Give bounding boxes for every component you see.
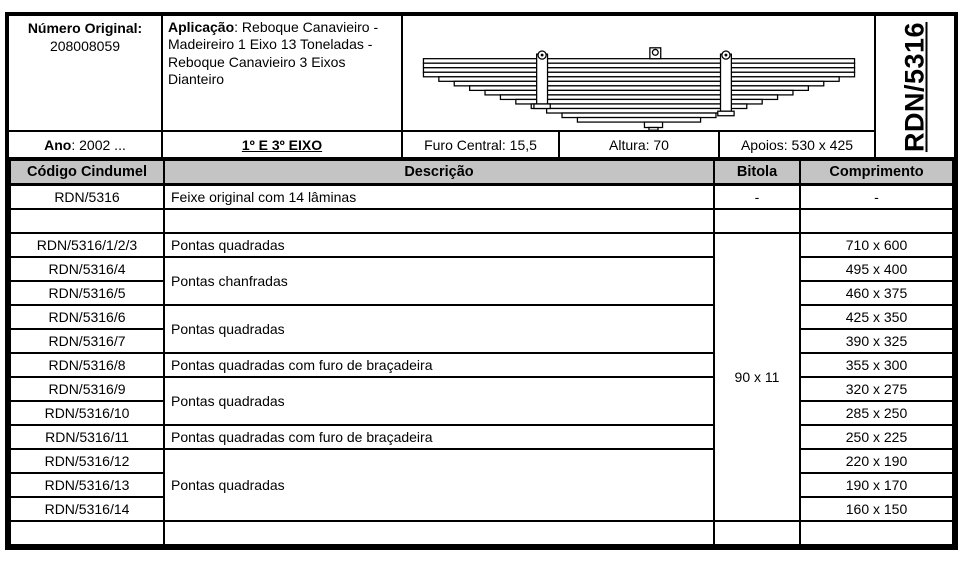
cell-code: RDN/5316/10 (10, 401, 164, 425)
table-row (10, 257, 953, 281)
cell-comp: 390 x 325 (800, 329, 953, 353)
cell-comp: 220 x 190 (800, 449, 953, 473)
numero-original-cell (9, 16, 163, 132)
cell-bitola (714, 521, 800, 545)
cell-comp: 425 x 350 (800, 305, 953, 329)
spec-sheet (5, 12, 958, 550)
ano-label: Ano (44, 136, 72, 153)
table-row-empty (10, 521, 953, 545)
furo-central-cell: Furo Central: 15,5 (403, 132, 560, 157)
cell-desc: Pontas quadradas (164, 233, 714, 257)
table-row (10, 449, 953, 473)
model-code-vertical-label: RDN/5316 (899, 21, 930, 152)
cell-code: RDN/5316/7 (10, 329, 164, 353)
header-bitola: Bitola (714, 159, 800, 185)
cell-desc: Pontas quadradas (164, 377, 714, 425)
cell-desc: Pontas quadradas com furo de braçadeira (164, 353, 714, 377)
cell-comp: 495 x 400 (800, 257, 953, 281)
table-row (10, 377, 953, 401)
clamp-right (717, 51, 733, 116)
cell-bitola (714, 209, 800, 233)
cell-desc: Pontas quadradas (164, 305, 714, 353)
cell-comp: 355 x 300 (800, 353, 953, 377)
aplicacao-label: Aplicação (168, 19, 235, 35)
leaf-stack (423, 59, 854, 122)
cell-code: RDN/5316 (10, 185, 164, 210)
center-bolt (649, 48, 660, 59)
cell-code: RDN/5316/9 (10, 377, 164, 401)
cell-comp: - (800, 185, 953, 210)
cell-code: RDN/5316/13 (10, 473, 164, 497)
cell-code: RDN/5316/12 (10, 449, 164, 473)
eixo-label: 1º E 3º EIXO (241, 136, 323, 153)
cell-comp (800, 209, 953, 233)
cell-desc: Pontas chanfradas (164, 257, 714, 305)
bottom-clamp (644, 122, 662, 130)
cell-code: RDN/5316/4 (10, 257, 164, 281)
cell-comp: 285 x 250 (800, 401, 953, 425)
eixo-cell (163, 132, 403, 157)
header-codigo: Código Cindumel (10, 159, 164, 185)
table-row (10, 353, 953, 377)
cell-comp: 320 x 275 (800, 377, 953, 401)
cell-comp: 250 x 225 (800, 425, 953, 449)
cell-code (10, 209, 164, 233)
apoios-cell: Apoios: 530 x 425 (740, 136, 854, 153)
cell-code: RDN/5316/11 (10, 425, 164, 449)
table-row (10, 305, 953, 329)
aplicacao-text: : Reboque Canavieiro - Madeireiro 1 Eixo 13 Toneladas - Reboque Canavieiro 3 Eixos Dianteiro (168, 19, 379, 88)
cell-comp: 160 x 150 (800, 497, 953, 521)
cell-comp (800, 521, 953, 545)
cell-comp: 460 x 375 (800, 281, 953, 305)
altura-cell: Altura: 70 (560, 132, 720, 157)
ano-cell (9, 132, 163, 157)
cell-code: RDN/5316/5 (10, 281, 164, 305)
cell-desc: Pontas quadradas (164, 449, 714, 521)
cell-code (10, 521, 164, 545)
model-code-cell (876, 16, 954, 157)
cell-comp: 190 x 170 (800, 473, 953, 497)
numero-original-label: Número Original: (27, 20, 143, 36)
top-band (9, 16, 954, 157)
cell-code: RDN/5316/1/2/3 (10, 233, 164, 257)
aplicacao-cell (163, 16, 403, 132)
header-descricao: Descrição (164, 159, 714, 185)
table-row (10, 185, 953, 210)
drawing-cell (403, 16, 876, 132)
cell-code: RDN/5316/6 (10, 305, 164, 329)
cell-bitola: - (714, 185, 800, 210)
cell-desc: Feixe original com 14 lâminas (164, 185, 714, 210)
cell-code: RDN/5316/8 (10, 353, 164, 377)
clamp-left (533, 51, 549, 109)
table-header-row (10, 159, 953, 185)
leaf-spring-drawing-icon (408, 46, 870, 132)
cell-bitola-shared: 90 x 11 (714, 233, 800, 521)
cell-desc: Pontas quadradas com furo de braçadeira (164, 425, 714, 449)
cell-desc (164, 209, 714, 233)
ano-value: : 2002 ... (71, 136, 126, 153)
cell-code: RDN/5316/14 (10, 497, 164, 521)
numero-original-value: 208008059 (49, 37, 121, 54)
cell-comp: 710 x 600 (800, 233, 953, 257)
medidas-row (403, 132, 876, 157)
parts-table (9, 157, 954, 546)
cell-desc (164, 521, 714, 545)
table-row (10, 425, 953, 449)
table-row-empty (10, 209, 953, 233)
table-row (10, 233, 953, 257)
header-comprimento: Comprimento (800, 159, 953, 185)
